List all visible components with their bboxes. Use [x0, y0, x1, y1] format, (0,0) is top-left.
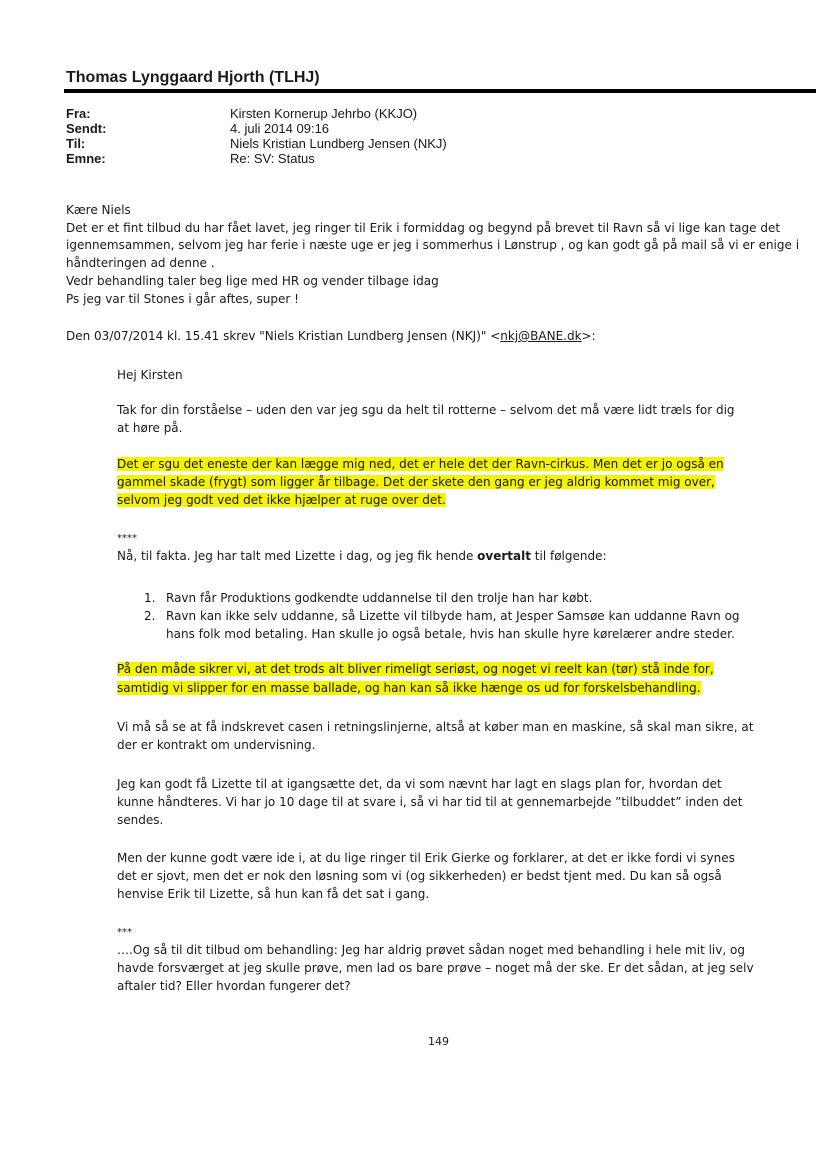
- list-number: 1.: [144, 591, 156, 605]
- quoted-line: der er kontrakt om undervisning.: [117, 738, 316, 752]
- reply-line: Kære Niels: [66, 203, 131, 217]
- highlighted-line: gammel skade (frygt) som ligger år tilbage. Det der skete den gang er jeg aldrig kommet mig over,: [117, 475, 715, 489]
- quoted-line: Men der kunne godt være ide i, at du lige ringer til Erik Gierke og forklarer, at det er ikke fordi vi synes: [117, 851, 735, 865]
- facts-text: Nå, til fakta. Jeg har talt med Lizette i dag, og jeg fik hende: [117, 549, 478, 563]
- field-sent-label: Sendt:: [66, 121, 107, 136]
- highlighted-line: selvom jeg godt ved det ikke hjælper at ruge over det.: [117, 493, 446, 507]
- facts-tail: til følgende:: [530, 549, 607, 563]
- quoted-line: havde forsværget at jeg skulle prøve, men lad os bare prøve – noget må der ske. Er det sådan, at jeg selv: [117, 961, 754, 975]
- reply-line: Vedr behandling taler beg lige med HR og vender tilbage idag: [66, 274, 439, 288]
- list-item: hans folk mod betaling. Han skulle jo også betale, hvis han skulle hyre kørelærer andre steder.: [166, 627, 735, 641]
- field-subject-value: Re: SV: Status: [230, 151, 315, 166]
- quoted-line: aftaler tid? Eller hvordan fungerer det?: [117, 979, 351, 993]
- field-from-value: Kirsten Kornerup Jehrbo (KKJO): [230, 106, 418, 121]
- quoted-line: det er sjovt, men det er nok den løsning som vi (og sikkerheden) er bedst tjent med. Du kan så også: [117, 869, 722, 883]
- reply-line: igennemsammen, selvom jeg har ferie i næste uge er jeg i sommerhus i Lønstrup , og kan godt gå på mail så vi er enige i: [66, 238, 800, 252]
- field-from-label: Fra:: [66, 106, 91, 121]
- quoted-line: Jeg kan godt få Lizette til at igangsætte det, da vi som nævnt har lagt en slags plan for, hvordan det: [117, 777, 722, 791]
- sender-name: Thomas Lynggaard Hjorth (TLHJ): [66, 69, 320, 86]
- field-subject: [66, 151, 766, 167]
- quoted-line: henvise Erik til Lizette, så hun kan få det sat i gang.: [117, 887, 430, 901]
- quoted-line: Tak for din forståelse – uden den var jeg sgu da helt til rotterne – selvom det må være lidt træls for dig: [117, 403, 735, 417]
- quoted-line: kunne håndteres. Vi har jo 10 dage til at svare i, så vi har tid til at gennemarbejde ”tilbuddet” inden det: [117, 795, 743, 809]
- highlighted-line: På den måde sikrer vi, at det trods alt bliver rimeligt seriøst, og noget vi reelt kan (tør) stå inde for,: [117, 662, 714, 676]
- list-item: Ravn kan ikke selv uddanne, så Lizette vil tilbyde ham, at Jesper Samsøe kan uddanne Ravn og: [166, 609, 740, 623]
- field-to: [66, 136, 766, 152]
- field-sent: [66, 121, 766, 137]
- page-number: 149: [428, 1035, 449, 1048]
- quoted-greeting: Hej Kirsten: [117, 368, 183, 382]
- reply-line: Det er et fint tilbud du har fået lavet, jeg ringer til Erik i formiddag og begynd på brevet til Ravn så vi lige kan tage det: [66, 221, 781, 235]
- facts-bold: overtalt: [477, 549, 531, 563]
- field-subject-label: Emne:: [66, 151, 106, 166]
- separator: ***: [117, 927, 132, 938]
- highlighted-line: Det er sgu det eneste der kan lægge mig ned, det er hele det der Ravn-cirkus. Men det er jo også en: [117, 457, 724, 471]
- field-to-value: Niels Kristian Lundberg Jensen (NKJ): [230, 136, 447, 151]
- highlighted-line: samtidig vi slipper for en masse ballade, og han kan så ikke hænge os ud for forskelsbehandling.: [117, 681, 701, 695]
- quoted-line: at høre på.: [117, 421, 183, 435]
- reply-line: håndteringen ad denne .: [66, 256, 215, 270]
- quote-header-tail: >:: [581, 329, 596, 343]
- field-to-label: Til:: [66, 136, 86, 151]
- list-number: 2.: [144, 609, 156, 623]
- reply-line: Ps jeg var til Stones i går aftes, super !: [66, 292, 299, 306]
- facts-line: [117, 548, 607, 565]
- field-from: [66, 106, 766, 122]
- header-divider: [64, 89, 816, 93]
- quoted-line: sendes.: [117, 813, 164, 827]
- quote-header-text: Den 03/07/2014 kl. 15.41 skrev "Niels Kristian Lundberg Jensen (NKJ)" <: [66, 329, 501, 343]
- email-link[interactable]: nkj@BANE.dk: [500, 329, 582, 343]
- quoted-line: Vi må så se at få indskrevet casen i retningslinjerne, altså at køber man en maskine, så skal man sikre, at: [117, 720, 754, 734]
- quoted-line: ….Og så til dit tilbud om behandling: Jeg har aldrig prøvet sådan noget med behandling i hele mit liv, og: [117, 943, 745, 957]
- quote-header: [66, 328, 596, 345]
- field-sent-value: 4. juli 2014 09:16: [230, 121, 330, 136]
- separator: ****: [117, 533, 137, 544]
- list-item: Ravn får Produktions godkendte uddannelse til den trolje han har købt.: [166, 591, 593, 605]
